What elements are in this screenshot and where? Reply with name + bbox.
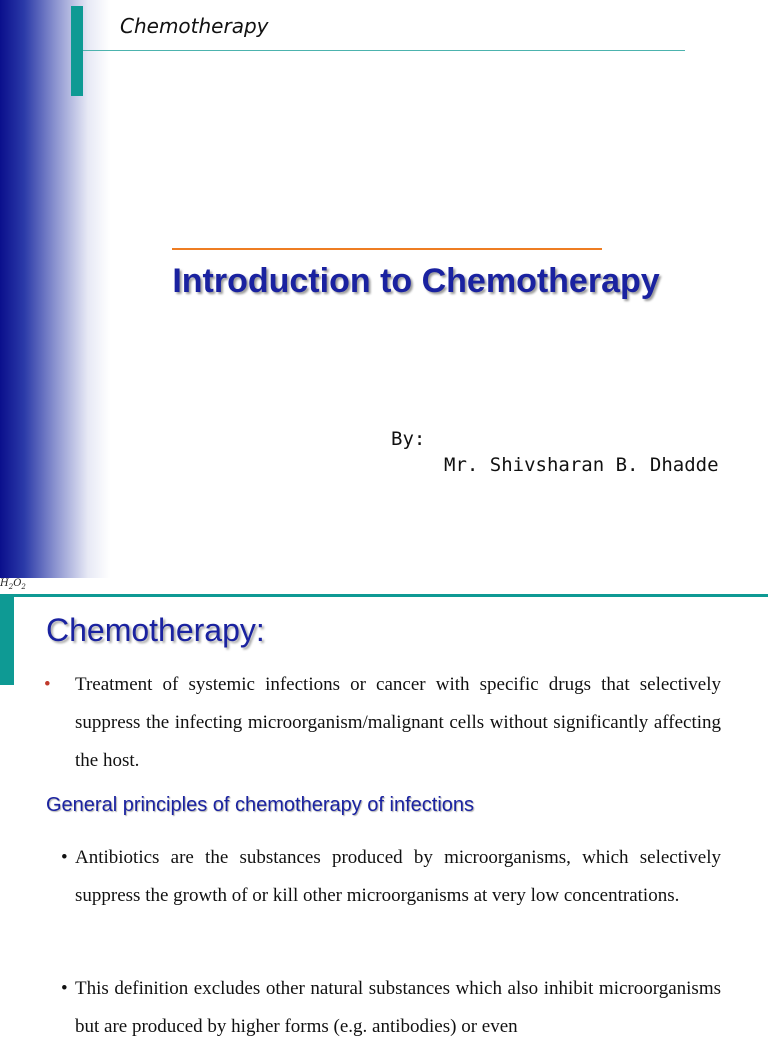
antibiotics-paragraph: Antibiotics are the substances produced by microorganisms, which selectively suppress the growth of or kill other microorganisms at very low concentrations. (75, 847, 721, 906)
by-label: By: (391, 428, 426, 450)
formula-glyph: $H_2O_2$ (0, 578, 26, 591)
left-accent-bar (0, 597, 14, 685)
title-rule (172, 248, 602, 250)
bullet-marker: • (61, 978, 68, 999)
definition-exclusion-paragraph: This definition excludes other natural substances which also inhibit microorganisms but are produced by higher forms (e.g. antibodies) or even (75, 978, 721, 1037)
slide-title: Introduction to Chemotherapy (172, 262, 660, 300)
definition-paragraph: Treatment of systemic infections or cancer with specific drugs that selectively suppress the infecting microorganism/malignant cells without significantly affecting the host. (75, 674, 721, 771)
section-subheading: General principles of chemotherapy of infections (46, 794, 475, 816)
bullet-marker: • (61, 847, 68, 868)
bullet-marker: • (44, 674, 51, 695)
content-slide (0, 594, 768, 1037)
header-rule (83, 50, 685, 51)
top-rule (0, 594, 768, 597)
slide-header: Chemotherapy (120, 14, 269, 38)
slide-title: Chemotherapy: (46, 612, 265, 648)
slide-gap (0, 578, 768, 594)
author-name: Mr. Shivsharan B. Dhadde (444, 454, 719, 476)
header-accent-bar (71, 6, 83, 96)
